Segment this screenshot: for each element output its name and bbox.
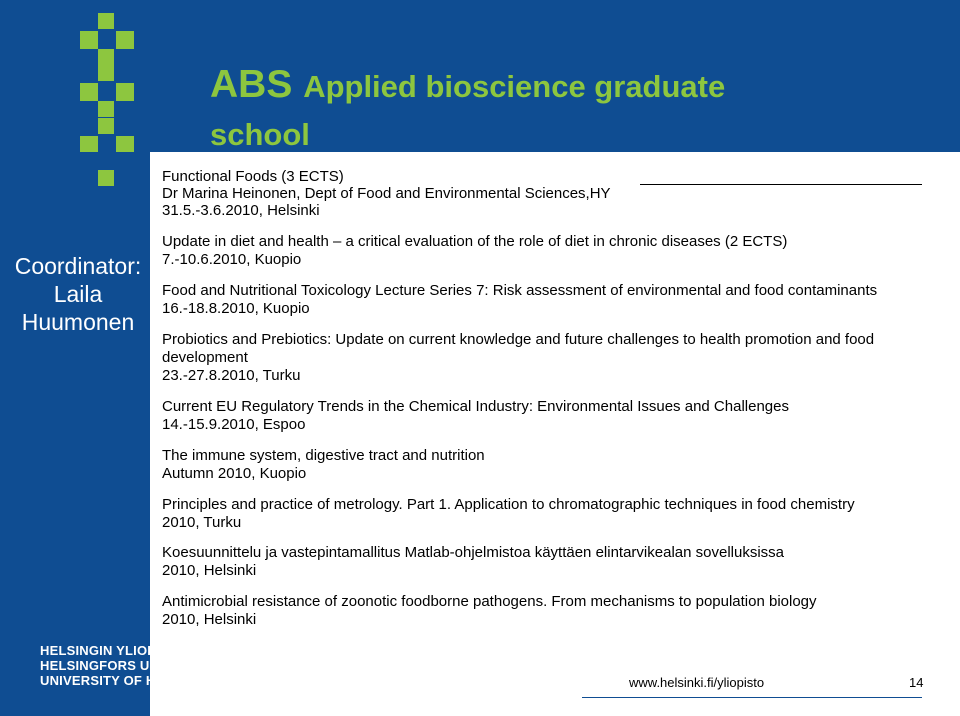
course-date: Autumn 2010, Kuopio [162,465,307,482]
footer-divider [582,697,922,698]
course-date: 2010, Helsinki [162,562,257,579]
logo-square-icon [98,49,114,65]
course-date: 2010, Turku [162,514,242,531]
logo-text: HELSINGFORS UNIVERSITET [40,658,229,673]
logo-square-icon [80,136,98,152]
coordinator-label: Coordinator: [14,253,142,279]
page-title [210,62,910,158]
logo-square-icon [116,83,134,101]
course-title: Update in diet and health – a critical evaluation of the role of diet in chronic diseases (2 ECTS) [162,233,788,250]
course-title: Principles and practice of metrology. Part 1. Application to chromatographic techniques in food chemistry [162,496,855,513]
course-entry [162,282,922,318]
course-date: 23.-27.8.2010, Turku [162,367,301,384]
course-entry [162,447,922,483]
course-entry [162,593,922,629]
logo-text: UNIVERSITY OF HELSINKI [40,673,209,688]
divider [640,184,922,185]
course-title: The immune system, digestive tract and nutrition [162,447,485,464]
page-number: 14 [909,675,924,690]
course-date: 7.-10.6.2010, Kuopio [162,251,302,268]
title-text-line2: school [210,117,310,152]
logo-text: HELSINGIN YLIOPISTO [40,643,188,658]
coordinator-last-name: Huumonen [21,309,135,335]
course-entry [162,233,922,269]
logo-square-icon [98,65,114,81]
course-title: Probiotics and Prebiotics: Update on current knowledge and future challenges to health promotion and food development [162,331,875,366]
course-title: Current EU Regulatory Trends in the Chemical Industry: Environmental Issues and Challenges [162,398,789,415]
course-entry [162,496,922,532]
logo-square-icon [98,101,114,117]
course-date: 16.-18.8.2010, Kuopio [162,300,310,317]
course-date: 2010, Helsinki [162,611,257,628]
course-entry [162,398,922,434]
intro-line: 31.5.-3.6.2010, Helsinki [162,202,320,219]
logo-square-icon [98,170,114,186]
logo-square-icon [98,13,114,29]
logo-square-icon [80,83,98,101]
course-title: Antimicrobial resistance of zoonotic foodborne pathogens. From mechanisms to population biology [162,593,817,610]
coordinator-first-name: Laila [53,281,103,307]
course-entry [162,544,922,580]
logo-square-icon [116,31,134,49]
title-text: Applied bioscience graduate [303,69,726,104]
title-abs: ABS [210,63,293,106]
course-title: Koesuunnittelu ja vastepintamallitus Matlab-ohjelmistoa käyttäen elintarvikealan sovelluksissa [162,544,784,561]
university-logo [40,643,228,688]
course-title: Food and Nutritional Toxicology Lecture Series 7: Risk assessment of environmental and food contaminants [162,282,878,299]
coordinator-block [8,252,148,336]
course-date: 14.-15.9.2010, Espoo [162,416,306,433]
logo-square-icon [116,136,134,152]
course-intro [162,168,611,219]
logo-square-icon [80,31,98,49]
left-sidebar-band [0,0,150,716]
logo-square-icon [98,118,114,134]
intro-line: Dr Marina Heinonen, Dept of Food and Environmental Sciences,HY [162,185,611,202]
course-entry [162,331,922,385]
footer-url[interactable]: www.helsinki.fi/yliopisto [629,675,765,690]
intro-line: Functional Foods (3 ECTS) [162,168,344,185]
